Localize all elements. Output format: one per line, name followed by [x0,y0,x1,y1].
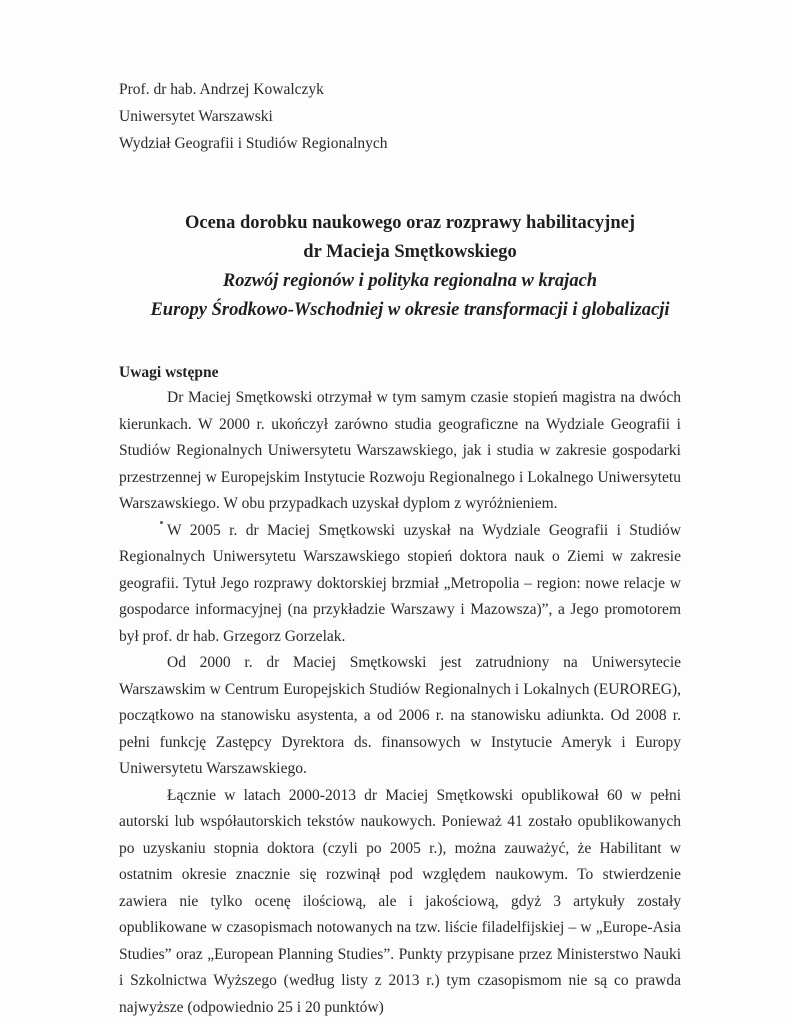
title-line-3: Rozwój regionów i polityka regionalna w krajach [222,271,598,291]
paragraph-3: Od 2000 r. dr Maciej Smętkowski jest zatrudniony na Uniwersytecie Warszawskim w Centrum Europejskich Studiów Regionalnych i Lokalnych (EUROREG), początkowo na stanowisku asystenta, a od 2006 r. na stanowisku adiunkta. Od 2008 r. pełni funkcję Zastępcy Dyrektora ds. finansowych w Instytucie Ameryk i Europy Uniwersytetu Warszawskiego. [119,654,681,777]
document-title [100,209,720,325]
author-faculty: Wydział Geografii i Studiów Regionalnych [119,135,388,152]
title-line-2: dr Macieja Smętkowskiego [303,242,517,262]
author-university: Uniwersytet Warszawski [119,108,273,125]
paragraph-4: Łącznie w latach 2000-2013 dr Maciej Smętkowski opublikował 60 w pełni autorski lub współautorskich tekstów naukowych. Ponieważ 41 zostało opublikowanych po uzyskaniu stopnia doktora (czyli po 2005 r.), można zauważyć, że Habilitant w ostatnim okresie znacznie się rozwinął pod względem naukowym. To stwierdzenie zawiera nie tylko ocenę ilościową, ale i jakościową, gdyż 3 artykuły zostały opublikowane w czasopismach notowanych na tzw. liście filadelfijskiej – w „Europe-Asia Studies” oraz „European Planning Studies”. Punkty przypisane przez Ministerstwo Nauki i Szkolnictwa Wyższego (według listy z 2013 r.) tym czasopismom nie są co prawda najwyższe (odpowiednio 25 i 20 punktów) [119,786,681,1016]
title-line-1: Ocena dorobku naukowego oraz rozprawy habilitacyjnej [184,213,635,233]
author-name: Prof. dr hab. Andrzej Kowalczyk [119,81,324,98]
paragraph-2: W 2005 r. dr Maciej Smętkowski uzyskał na Wydziale Geografii i Studiów Regionalnych Uniwersytetu Warszawskiego stopień doktora nauk o Ziemi w zakresie geografii. Tytuł Jego rozprawy doktorskiej brzmiał „Metropolia – region: nowe relacje w gospodarce informacyjnej (na przykładzie Warszawy i Mazowsza)”, a Jego promotorem był prof. dr hab. Grzegorz Gorzelak. [119,521,681,645]
author-block [119,76,388,157]
body-text [119,385,681,1021]
section-heading: Uwagi wstępne [119,364,219,381]
scan-artifact-dot [160,521,163,524]
paragraph-1: Dr Maciej Smętkowski otrzymał w tym samym czasie stopień magistra na dwóch kierunkach. W 2000 r. ukończył zarówno studia geograficzne na Wydziale Geografii i Studiów Regionalnych Uniwersytetu Warszawskiego, jak i studia w zakresie gospodarki przestrzennej w Europejskim Instytucie Rozwoju Regionalnego i Lokalnego Uniwersytetu Warszawskiego. W obu przypadkach uzyskał dyplom z wyróżnieniem. [119,389,681,512]
title-line-4: Europy Środkowo-Wschodniej w okresie transformacji i globalizacji [150,300,670,320]
